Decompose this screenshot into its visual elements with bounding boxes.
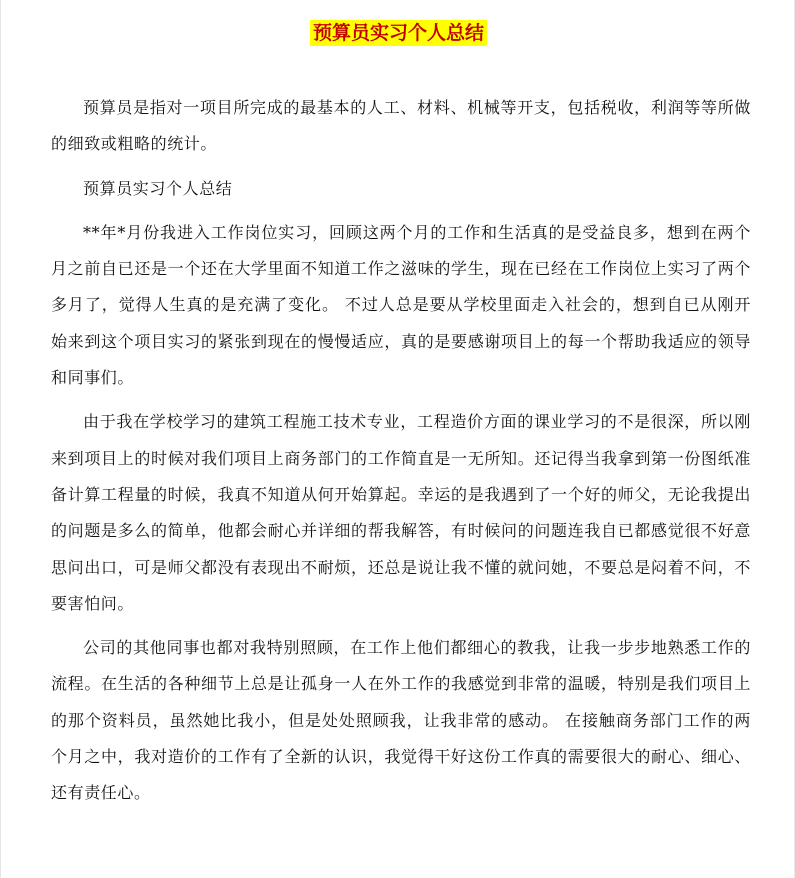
paragraph-internship-start: **年*月份我进入工作岗位实习，回顾这两个月的工作和生活真的是受益良多，想到在两个月之前自已还是一个还在大学里面不知道工作之滋味的学生，现在已经在工作岗位上实习了两个多月了，觉得人生真的是充满了变化。 不过人总是要从学校里面走入社会的，想到自已从刚开始来到这个项目实习的紧张到现在的慢慢适应，真的是要感谢项目上的每一个帮助我适应的领导和同事们。 xyxy=(51,222,751,388)
paragraph-subheading: 预算员实习个人总结 xyxy=(83,178,233,198)
paragraph-intro: 预算员是指对一项目所完成的最基本的人工、材料、机械等开支，包括税收，利润等等所做的细致或粗略的统计。 xyxy=(51,98,751,154)
document-title: 预算员实习个人总结 xyxy=(310,20,487,46)
paragraph-learning: 由于我在学校学习的建筑工程施工技术专业，工程造价方面的课业学习的不是很深，所以刚来到项目上的时候对我们项目上商务部门的工作简直是一无所知。还记得当我拿到第一份图纸准备计算工程量的时候，我真不知道从何开始算起。幸运的是我遇到了一个好的师父，无论我提出的问题是多么的简单，他都会耐心并详细的帮我解答，有时候问的问题连我自已都感觉很不好意思问出口，可是师父都没有表现出不耐烦，还总是说让我不懂的就问她，不要总是闷着不问，不要害怕问。 xyxy=(51,412,751,613)
document-body xyxy=(51,90,751,812)
paragraph-colleagues: 公司的其他同事也都对我特别照顾，在工作上他们都细心的教我，让我一步步地熟悉工作的流程。在生活的各种细节上总是让孤身一人在外工作的我感觉到非常的温暖，特别是我们项目上的那个资料员，虽然她比我小，但是处处照顾我，让我非常的感动。 在接触商务部门工作的两个月之中，我对造价的工作有了全新的认识，我觉得干好这份工作真的需要很大的耐心、细心、还有责任心。 xyxy=(51,638,751,803)
title-container xyxy=(1,20,795,46)
